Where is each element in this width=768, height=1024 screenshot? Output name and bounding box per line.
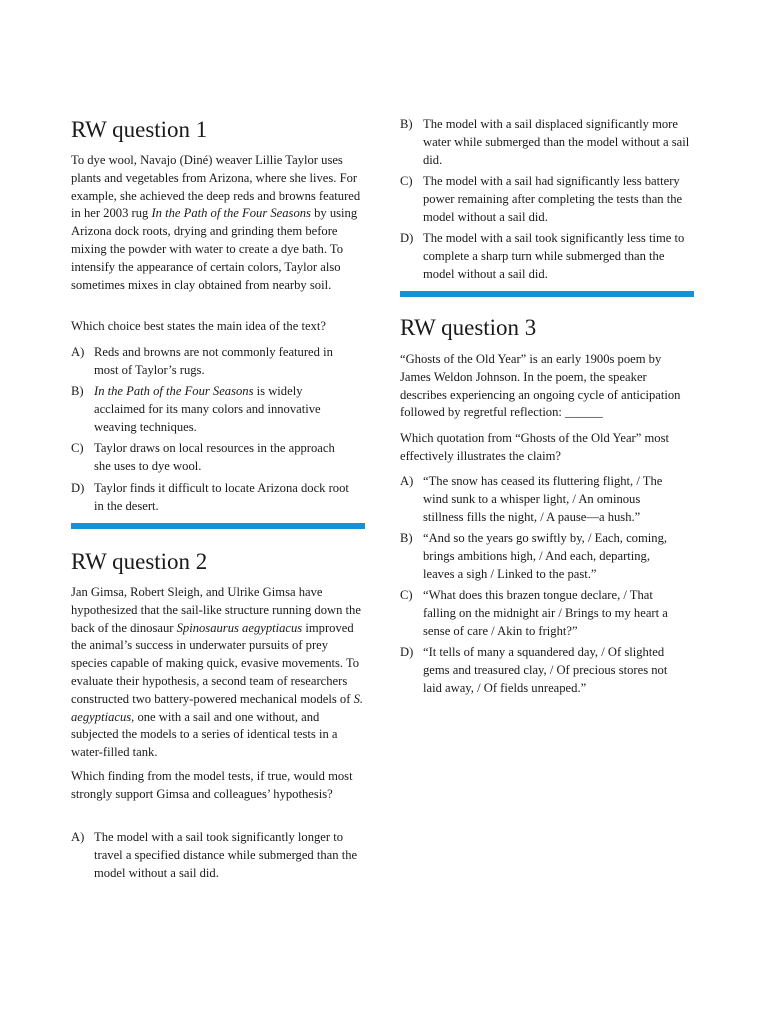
q2-choice-b[interactable] (400, 116, 691, 169)
q3-prompt: Which quotation from “Ghosts of the Old Year” most effectively illustrates the claim? (400, 431, 669, 463)
q2-prompt: Which finding from the model tests, if true, would most strongly support Gimsa and colleagues’ hypothesis? (71, 769, 353, 801)
choice-letter: A) (71, 830, 85, 844)
q1-choice-a[interactable] (71, 344, 352, 380)
choice-letter: B) (400, 531, 413, 545)
q3-choice-b[interactable] (400, 530, 683, 583)
choice-text: The model with a sail had significantly less battery power remaining after completing the tests than the model without a sail did. (423, 174, 683, 224)
choice-text: The model with a sail took significantly less time to complete a sharp turn while submerged than the model without a sail did. (423, 231, 685, 281)
q3-passage: “Ghosts of the Old Year” is an early 1900s poem by James Weldon Johnson. In the poem, the speaker describes experiencing an ongoing cycle of anticipation followed by regretful reflection: ______ (400, 352, 681, 420)
q1-choice-b[interactable] (71, 383, 352, 436)
choice-text: “The snow has ceased its fluttering flight, / The wind sunk to a whisper light, / An ominous stillness fills the night, / A pause—a hush.” (423, 474, 663, 524)
choice-text: The model with a sail took significantly longer to travel a specified distance while submerged than the model without a sail did. (94, 830, 358, 880)
choice-text: Taylor finds it difficult to locate Arizona dock root in the desert. (94, 481, 349, 513)
q3-choice-c[interactable] (400, 587, 683, 640)
section-divider (71, 523, 365, 529)
q2-passage: Jan Gimsa, Robert Sleigh, and Ulrike Gimsa have hypothesized that the sail-like structure running down the back of the dinosaur Spinosaurus aegyptiacus improved the animal’s success in underwater pursuits of prey species capable of making quick, evasive movements. To evaluate their hypothesis, a second team of researchers constructed two battery-powered mechanical models of S. aegyptiacus, one with a sail and one without, and subjected the models to a series of identical tests in a water-filled tank. (71, 585, 364, 760)
choice-letter: C) (71, 441, 84, 455)
q1-choice-d[interactable] (71, 480, 352, 516)
choice-letter: C) (400, 174, 413, 188)
choice-letter: A) (400, 474, 414, 488)
choice-letter: B) (400, 117, 413, 131)
section-divider (400, 291, 694, 297)
q3-choice-a[interactable] (400, 473, 683, 526)
choice-letter: D) (71, 481, 85, 495)
q2-choice-d[interactable] (400, 230, 691, 283)
choice-letter: A) (71, 345, 85, 359)
q2-choice-a[interactable] (71, 829, 360, 882)
q2-heading: RW question 2 (71, 549, 208, 574)
q3-heading: RW question 3 (400, 315, 537, 340)
choice-text: “What does this brazen tongue declare, / That falling on the midnight air / Brings to my heart a sense of care / Akin to fright?” (423, 588, 668, 638)
choice-letter: B) (71, 384, 84, 398)
choice-text: Reds and browns are not commonly featured in most of Taylor’s rugs. (94, 345, 333, 377)
choice-text: “And so the years go swiftly by, / Each, coming, brings ambitions high, / And each, departing, leaves a sigh / Linked to the past.” (423, 531, 668, 581)
q2-choice-c[interactable] (400, 173, 691, 226)
q1-prompt: Which choice best states the main idea of the text? (71, 319, 326, 333)
q1-choice-c[interactable] (71, 440, 352, 476)
q1-heading: RW question 1 (71, 117, 208, 142)
q1-passage: To dye wool, Navajo (Diné) weaver Lillie Taylor uses plants and vegetables from Arizona, where she lives. For example, she achieved the deep reds and browns featured in her 2003 rug In the Path of the Four Seasons by using Arizona dock roots, drying and grinding them before mixing the powder with water to create a dye bath. To intensify the appearance of certain colors, Taylor also sometimes mixes in clay obtained from nearby soil. (71, 153, 361, 292)
choice-text: “It tells of many a squandered day, / Of slighted gems and treasured clay, / Of precious stores not laid away, / Of fields unreaped.” (423, 645, 668, 695)
choice-text: The model with a sail displaced significantly more water while submerged than the model without a sail did. (423, 117, 690, 167)
choice-letter: D) (400, 645, 414, 659)
choice-letter: C) (400, 588, 413, 602)
q3-choice-d[interactable] (400, 644, 683, 697)
choice-letter: D) (400, 231, 414, 245)
choice-text: In the Path of the Four Seasons is widely acclaimed for its many colors and innovative weaving techniques. (94, 384, 321, 434)
choice-text: Taylor draws on local resources in the approach she uses to dye wool. (94, 441, 335, 473)
